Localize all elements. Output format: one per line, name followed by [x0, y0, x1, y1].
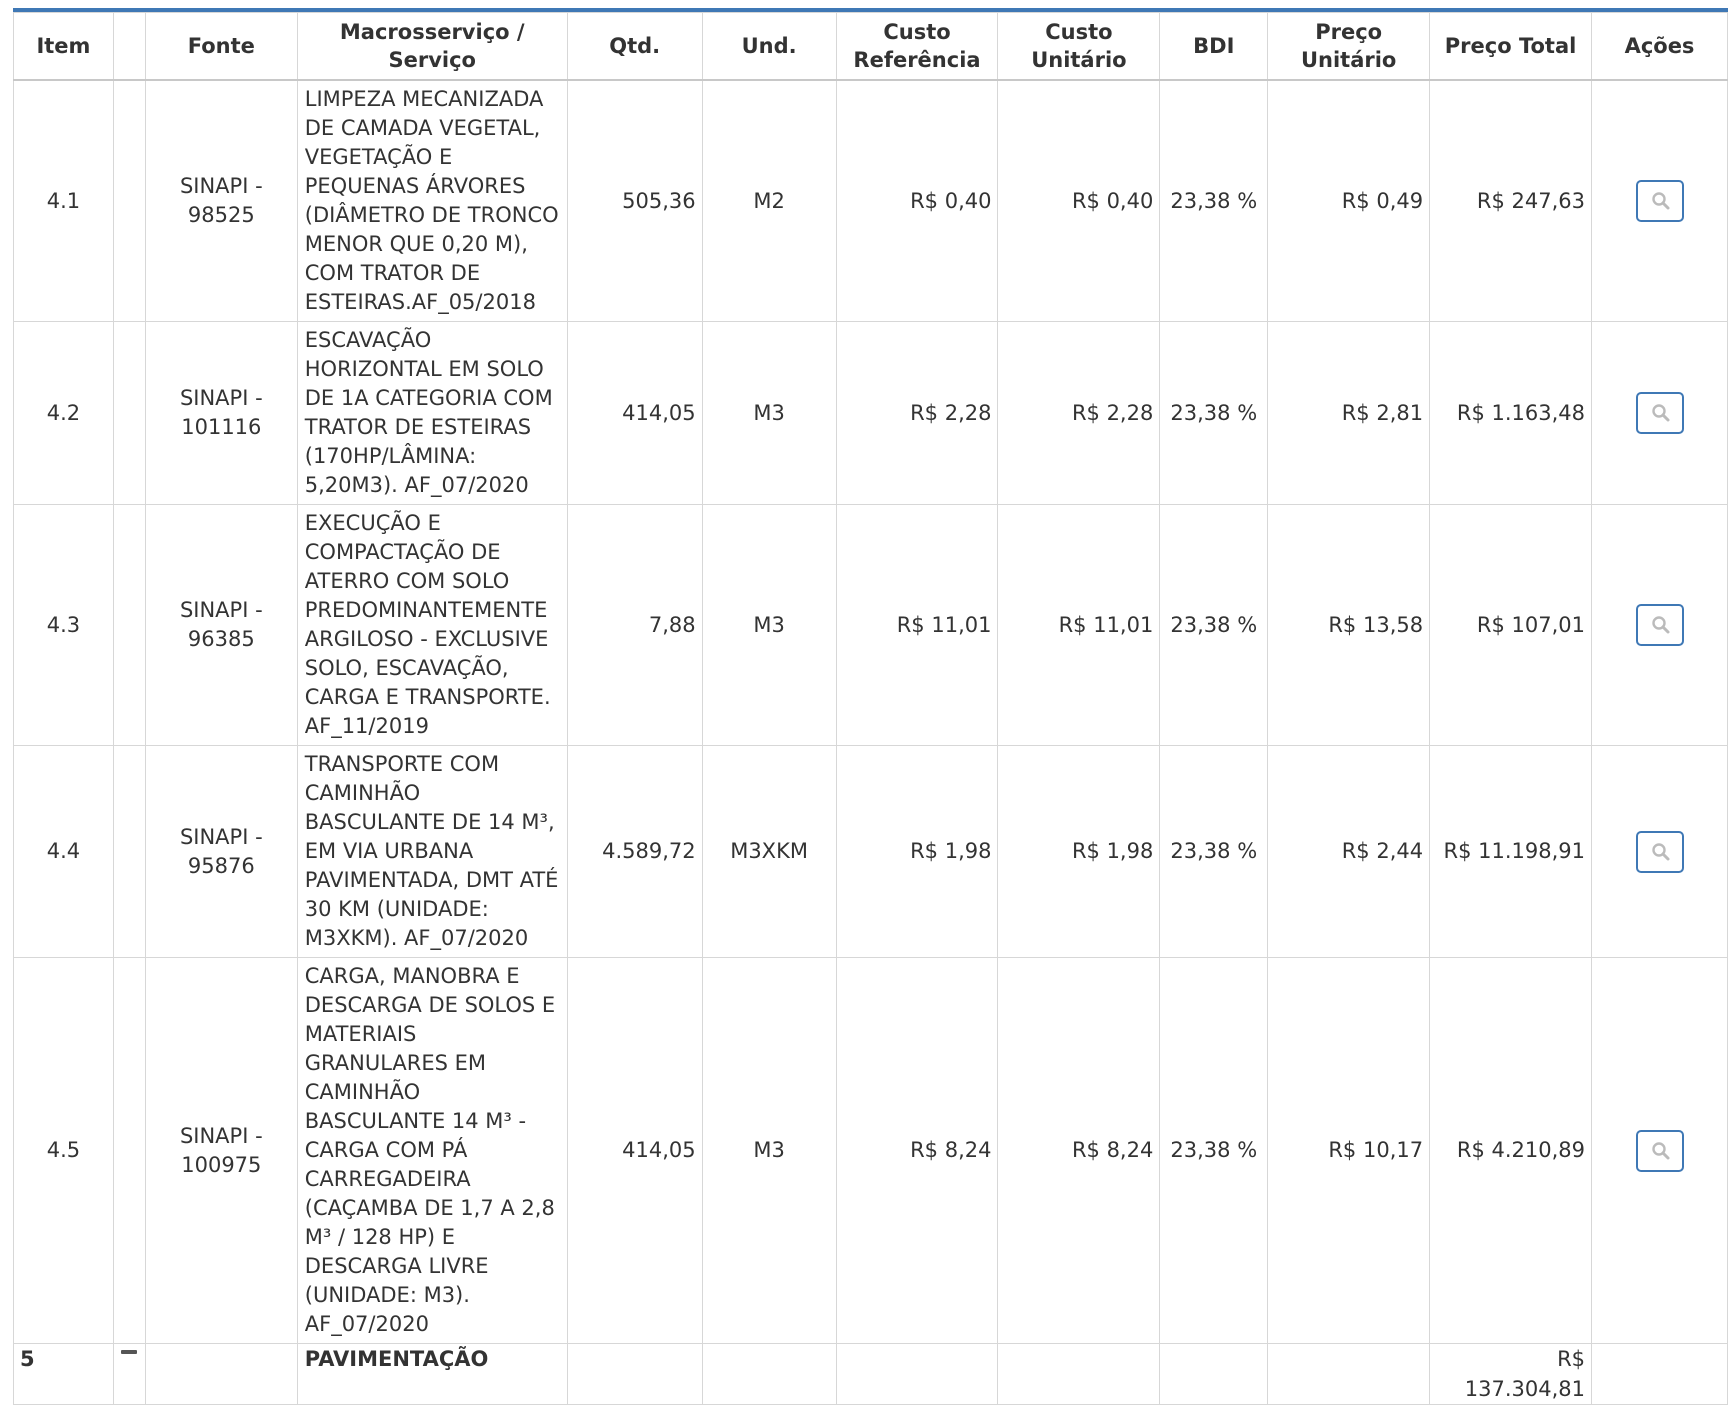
header-qtd[interactable]: Qtd.	[567, 13, 702, 81]
cell-servico: EXECUÇÃO E COMPACTAÇÃO DE ATERRO COM SOLO PREDOMINANTEMENTE ARGILOSO - EXCLUSIVE SOLO, ESCAVAÇÃO, CARGA E TRANSPORTE. AF_11/2019	[297, 505, 567, 746]
cell-custo-referencia: R$ 0,40	[836, 80, 998, 322]
cell-acoes	[1592, 746, 1728, 958]
cell-toggle	[113, 80, 145, 322]
cell-bdi: 23,38 %	[1160, 322, 1268, 505]
table-row	[14, 505, 1728, 746]
table-header-row	[14, 13, 1728, 81]
group-custo-unitario	[998, 1344, 1160, 1405]
search-icon	[1651, 1141, 1671, 1161]
view-details-button[interactable]	[1636, 604, 1684, 646]
cell-acoes	[1592, 80, 1728, 322]
group-bdi	[1160, 1344, 1268, 1405]
cell-item: 4.5	[14, 958, 114, 1344]
cell-fonte: SINAPI - 101116	[145, 322, 297, 505]
cell-item: 4.2	[14, 322, 114, 505]
group-acoes	[1592, 1344, 1728, 1405]
cell-acoes	[1592, 958, 1728, 1344]
cell-preco-unitario: R$ 2,44	[1268, 746, 1430, 958]
view-details-button[interactable]	[1636, 831, 1684, 873]
cell-preco-unitario: R$ 13,58	[1268, 505, 1430, 746]
cell-toggle	[113, 746, 145, 958]
group-toggle	[113, 1344, 145, 1405]
cell-custo-unitario: R$ 8,24	[998, 958, 1160, 1344]
cell-preco-unitario: R$ 10,17	[1268, 958, 1430, 1344]
group-row	[14, 1344, 1728, 1405]
cell-fonte: SINAPI - 95876	[145, 746, 297, 958]
group-item: 5	[14, 1344, 114, 1405]
cell-und: M3	[702, 322, 836, 505]
cell-preco-total: R$ 107,01	[1430, 505, 1592, 746]
cell-toggle	[113, 958, 145, 1344]
table-row	[14, 80, 1728, 322]
cell-bdi: 23,38 %	[1160, 80, 1268, 322]
cell-preco-total: R$ 247,63	[1430, 80, 1592, 322]
cell-servico: ESCAVAÇÃO HORIZONTAL EM SOLO DE 1A CATEGORIA COM TRATOR DE ESTEIRAS (170HP/LÂMINA: 5,20M3). AF_07/2020	[297, 322, 567, 505]
cell-qtd: 4.589,72	[567, 746, 702, 958]
view-details-button[interactable]	[1636, 180, 1684, 222]
header-bdi[interactable]: BDI	[1160, 13, 1268, 81]
cell-und: M3XKM	[702, 746, 836, 958]
cell-qtd: 7,88	[567, 505, 702, 746]
group-und	[702, 1344, 836, 1405]
cell-preco-total: R$ 11.198,91	[1430, 746, 1592, 958]
cell-qtd: 414,05	[567, 322, 702, 505]
cell-custo-referencia: R$ 11,01	[836, 505, 998, 746]
view-details-button[interactable]	[1636, 392, 1684, 434]
cell-custo-referencia: R$ 2,28	[836, 322, 998, 505]
cell-acoes	[1592, 322, 1728, 505]
header-item[interactable]: Item	[14, 13, 114, 81]
cell-custo-referencia: R$ 8,24	[836, 958, 998, 1344]
cell-item: 4.1	[14, 80, 114, 322]
cell-qtd: 505,36	[567, 80, 702, 322]
header-custo-unitario[interactable]: Custo Unitário	[998, 13, 1160, 81]
cell-und: M3	[702, 958, 836, 1344]
cell-servico: LIMPEZA MECANIZADA DE CAMADA VEGETAL, VEGETAÇÃO E PEQUENAS ÁRVORES (DIÂMETRO DE TRONCO MENOR QUE 0,20 M), COM TRATOR DE ESTEIRAS.AF_05/2018	[297, 80, 567, 322]
cell-preco-unitario: R$ 0,49	[1268, 80, 1430, 322]
cell-und: M3	[702, 505, 836, 746]
header-fonte[interactable]: Fonte	[145, 13, 297, 81]
cell-qtd: 414,05	[567, 958, 702, 1344]
cell-fonte: SINAPI - 98525	[145, 80, 297, 322]
cell-bdi: 23,38 %	[1160, 505, 1268, 746]
cell-custo-unitario: R$ 11,01	[998, 505, 1160, 746]
cell-custo-unitario: R$ 1,98	[998, 746, 1160, 958]
cell-custo-unitario: R$ 2,28	[998, 322, 1160, 505]
header-preco-unitario[interactable]: Preço Unitário	[1268, 13, 1430, 81]
cell-und: M2	[702, 80, 836, 322]
header-preco-total[interactable]: Preço Total	[1430, 13, 1592, 81]
cell-fonte: SINAPI - 96385	[145, 505, 297, 746]
header-acoes: Ações	[1592, 13, 1728, 81]
cell-preco-total: R$ 1.163,48	[1430, 322, 1592, 505]
group-custo-referencia	[836, 1344, 998, 1405]
budget-table	[13, 12, 1728, 1405]
table-row	[14, 958, 1728, 1344]
table-row	[14, 322, 1728, 505]
cell-item: 4.3	[14, 505, 114, 746]
cell-item: 4.4	[14, 746, 114, 958]
search-icon	[1651, 842, 1671, 862]
header-custo-referencia[interactable]: Custo Referência	[836, 13, 998, 81]
group-fonte	[145, 1344, 297, 1405]
cell-bdi: 23,38 %	[1160, 958, 1268, 1344]
cell-custo-unitario: R$ 0,40	[998, 80, 1160, 322]
header-servico[interactable]: Macrosserviço / Serviço	[297, 13, 567, 81]
cell-servico: TRANSPORTE COM CAMINHÃO BASCULANTE DE 14 M³, EM VIA URBANA PAVIMENTADA, DMT ATÉ 30 KM (UNIDADE: M3XKM). AF_07/2020	[297, 746, 567, 958]
cell-acoes	[1592, 505, 1728, 746]
group-preco-unitario	[1268, 1344, 1430, 1405]
cell-custo-referencia: R$ 1,98	[836, 746, 998, 958]
table-row	[14, 746, 1728, 958]
cell-toggle	[113, 322, 145, 505]
header-toggle	[113, 13, 145, 81]
search-icon	[1651, 403, 1671, 423]
cell-preco-total: R$ 4.210,89	[1430, 958, 1592, 1344]
cell-fonte: SINAPI - 100975	[145, 958, 297, 1344]
cell-toggle	[113, 505, 145, 746]
cell-bdi: 23,38 %	[1160, 746, 1268, 958]
cell-servico: CARGA, MANOBRA E DESCARGA DE SOLOS E MATERIAIS GRANULARES EM CAMINHÃO BASCULANTE 14 M³ - CARGA COM PÁ CARREGADEIRA (CAÇAMBA DE 1,7 A 2,8 M³ / 128 HP) E DESCARGA LIVRE (UNIDADE: M3). AF_07/2020	[297, 958, 567, 1344]
group-servico: PAVIMENTAÇÃO	[297, 1344, 567, 1405]
search-icon	[1651, 191, 1671, 211]
group-preco-total: R$ 137.304,81	[1430, 1344, 1592, 1405]
minus-icon[interactable]	[121, 1350, 137, 1354]
header-und[interactable]: Und.	[702, 13, 836, 81]
cell-preco-unitario: R$ 2,81	[1268, 322, 1430, 505]
group-qtd	[567, 1344, 702, 1405]
view-details-button[interactable]	[1636, 1130, 1684, 1172]
search-icon	[1651, 615, 1671, 635]
